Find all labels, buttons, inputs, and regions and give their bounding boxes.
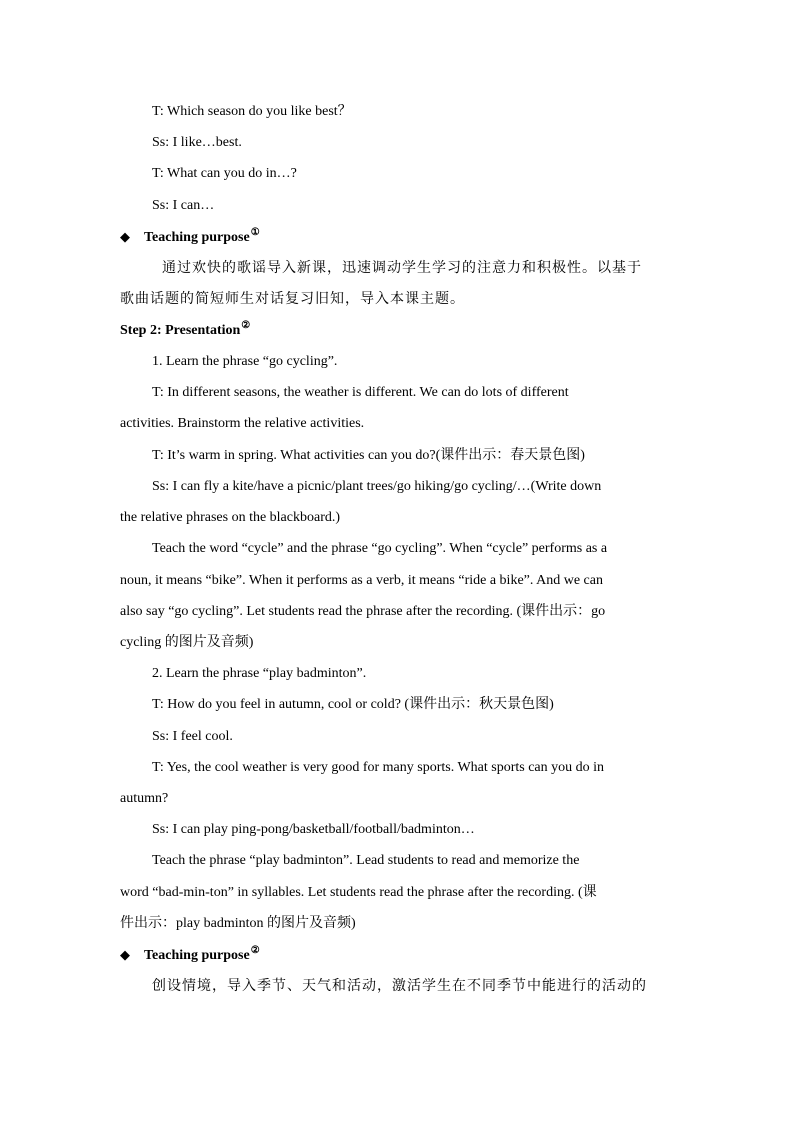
paragraph-line: also say “go cycling”. Let students read the phrase after the recording. (课件出示：go [120,604,606,619]
diamond-bullet-icon: ◆ [120,947,130,962]
paragraph-line: autumn? [120,791,169,806]
sub-heading: 2. Learn the phrase “play badminton”. [152,666,367,681]
footnote-marker: ① [250,227,260,238]
dialogue-line: Ss: I like…best. [152,135,242,150]
paragraph-line: activities. Brainstorm the relative activities. [120,416,365,431]
paragraph-line: Ss: I can play ping-pong/basketball/football/badminton… [152,822,475,837]
paragraph-line: Teach the word “cycle” and the phrase “go cycling”. When “cycle” performs as a [152,541,608,556]
heading-text: Teaching purpose [144,948,250,963]
paragraph-line: T: In different seasons, the weather is different. We can do lots of different [152,385,569,400]
paragraph-line: word “bad-min-ton” in syllables. Let students read the phrase after the recording. (课 [120,885,597,900]
purpose-text-line: 创设情境，导入季节、天气和活动，激活学生在不同季节中能进行的活动的 [152,978,647,994]
paragraph-line: T: Yes, the cool weather is very good for many sports. What sports can you do in [152,760,605,775]
step-heading [120,321,675,341]
purpose-text-line: 歌曲话题的简短师生对话复习旧知，导入本课主题。 [120,291,465,307]
paragraph-line: T: It’s warm in spring. What activities can you do?(课件出示：春天景色图) [152,448,585,463]
paragraph-line: Ss: I can fly a kite/have a picnic/plant trees/go hiking/go cycling/…(Write down [152,479,602,494]
paragraph-line: noun, it means “bike”. When it performs as a verb, it means “ride a bike”. And we can [120,573,603,588]
dialogue-line: T: Which season do you like best？ [152,104,352,119]
paragraph-line: 件出示：play badminton 的图片及音频) [120,916,356,931]
purpose-text-line: 通过欢快的歌谣导入新课，迅速调动学生学习的注意力和积极性。以基于 [162,260,642,276]
paragraph-line: T: How do you feel in autumn, cool or cold? (课件出示：秋天景色图) [152,697,554,712]
paragraph-line: Teach the phrase “play badminton”. Lead students to read and memorize the [152,853,580,868]
diamond-bullet-icon: ◆ [120,229,130,244]
paragraph-line: cycling 的图片及音频) [120,635,254,650]
paragraph-line: Ss: I feel cool. [152,729,233,744]
dialogue-line: Ss: I can… [152,198,215,213]
teaching-purpose-heading [120,227,675,248]
dialogue-line: T: What can you do in…? [152,166,297,181]
heading-text: Teaching purpose [144,230,250,245]
sub-heading: 1. Learn the phrase “go cycling”. [152,354,338,369]
teaching-purpose-heading [120,945,675,966]
footnote-marker: ② [241,320,251,331]
footnote-marker: ② [250,945,260,956]
paragraph-line: the relative phrases on the blackboard.) [120,510,341,525]
heading-text: Step 2: Presentation [120,323,241,338]
